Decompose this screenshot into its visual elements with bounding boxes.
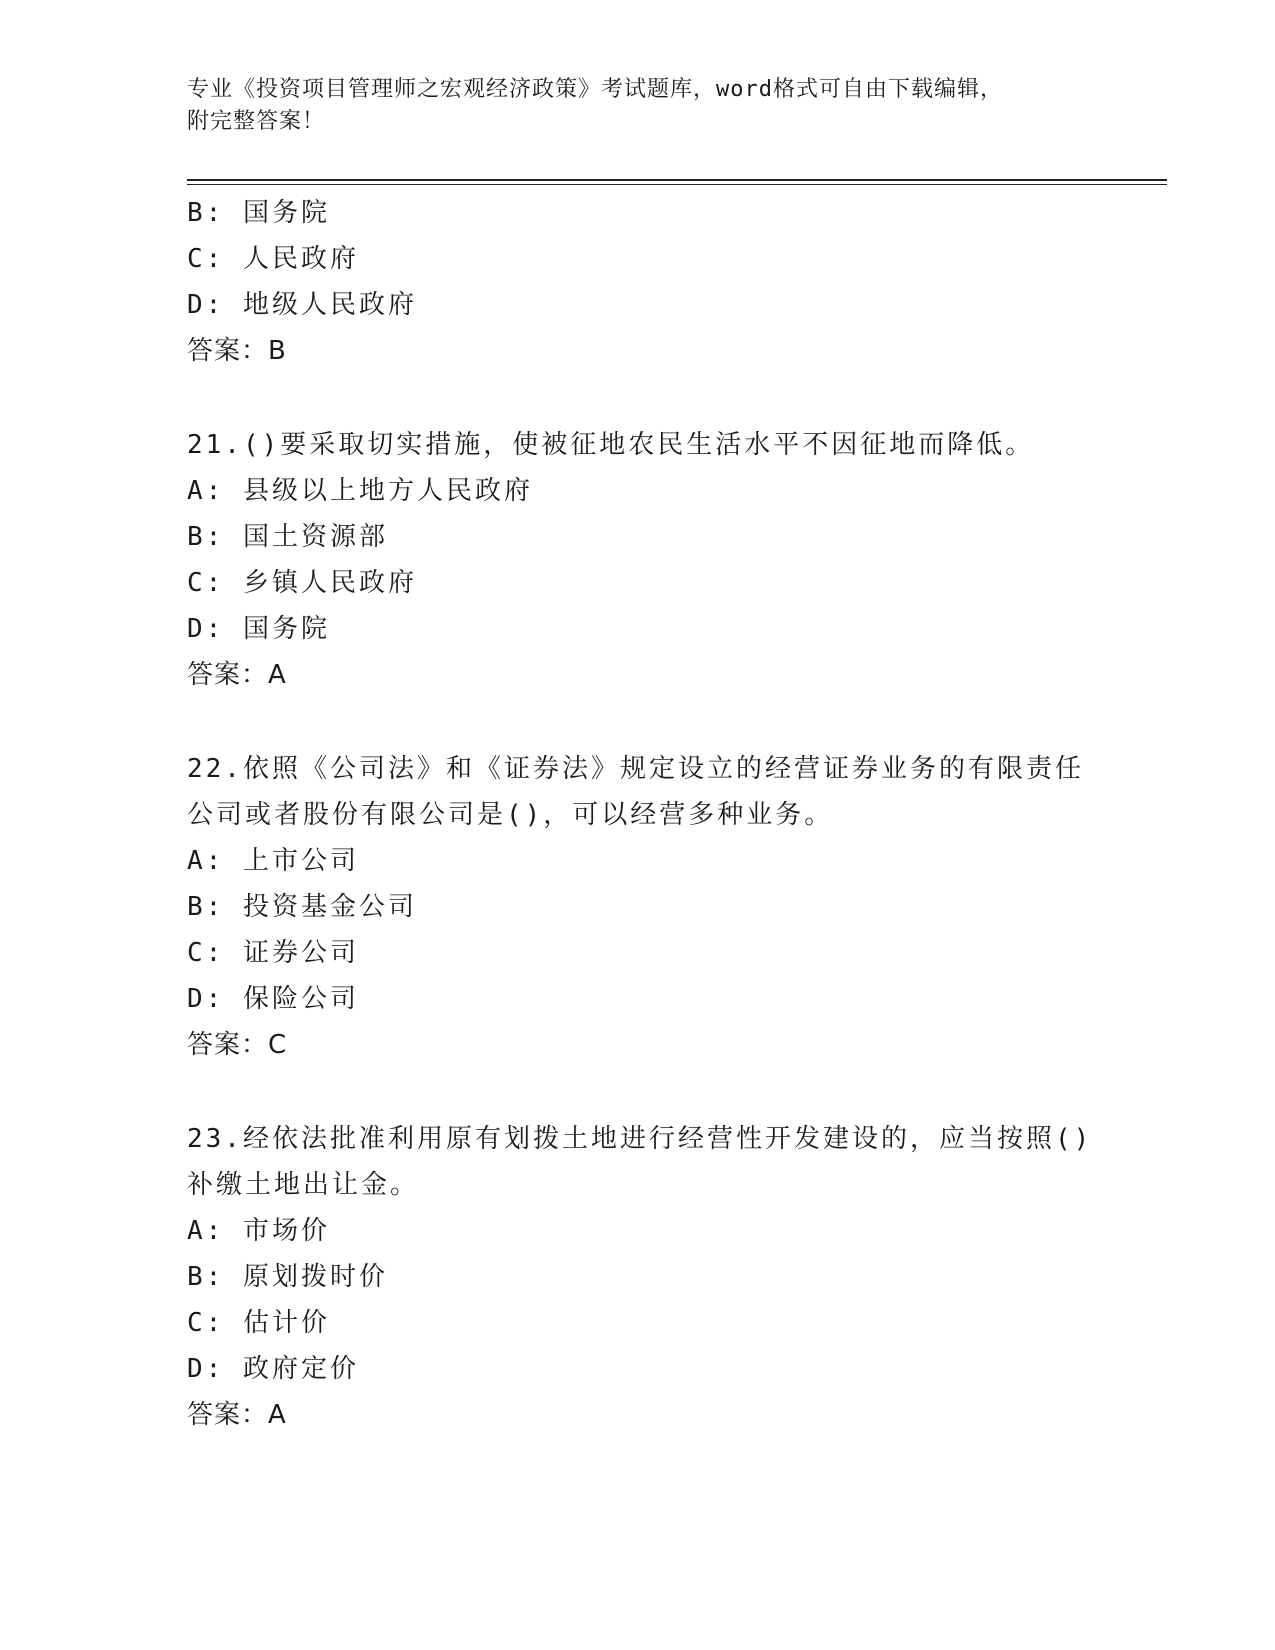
question-stem-line-2: 公司或者股份有限公司是()，可以经营多种业务。 [187,800,834,830]
option-d: D: 地级人民政府 [187,290,417,320]
option-a: A: 县级以上地方人民政府 [187,476,533,506]
question-list [187,190,1167,1438]
header-divider [187,179,1167,185]
answer-line: 答案：A [187,1400,287,1430]
option-a: A: 上市公司 [187,846,359,876]
option-a: A: 市场价 [187,1216,330,1246]
option-d: D: 国务院 [187,614,330,644]
option-c: C: 乡镇人民政府 [187,568,417,598]
option-b: B: 原划拨时价 [187,1262,388,1292]
question-stem: 21.()要采取切实措施，使被征地农民生活水平不因征地而降低。 [187,430,1035,460]
document-header [187,74,1087,138]
answer-line: 答案：B [187,336,287,366]
option-b: B: 国土资源部 [187,522,388,552]
option-d: D: 保险公司 [187,984,359,1014]
answer-line: 答案：A [187,660,287,690]
option-c: C: 人民政府 [187,244,359,274]
question-22 [187,746,1167,1068]
question-stem-line-1: 22.依照《公司法》和《证券法》规定设立的经营证券业务的有限责任 [187,754,1084,784]
question-23 [187,1116,1167,1438]
header-line-1: 专业《投资项目管理师之宏观经济政策》考试题库，word格式可自由下载编辑， [187,77,1003,102]
question-21 [187,422,1167,698]
option-b: B: 投资基金公司 [187,892,417,922]
question-stem-line-2: 补缴土地出让金。 [187,1170,420,1200]
answer-line: 答案：C [187,1030,288,1060]
option-c: C: 证券公司 [187,938,359,968]
option-d: D: 政府定价 [187,1354,359,1384]
option-c: C: 估计价 [187,1308,330,1338]
header-line-2: 附完整答案！ [187,109,326,134]
option-b: B: 国务院 [187,198,330,228]
question-stem-line-1: 23.经依法批准利用原有划拨土地进行经营性开发建设的，应当按照() [187,1124,1093,1154]
question-20 [187,190,1167,374]
